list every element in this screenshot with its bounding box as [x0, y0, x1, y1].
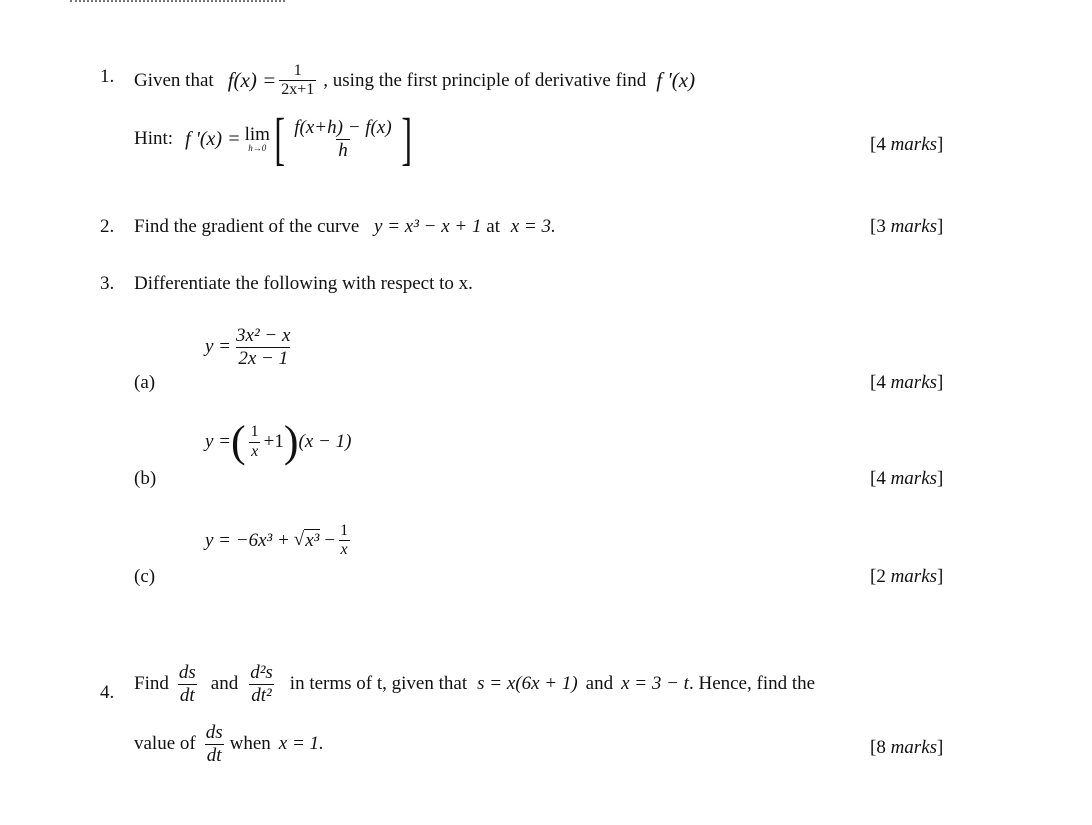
q2-number: 2. [100, 216, 115, 237]
q3b-lhs: y = [205, 431, 232, 452]
q1-right-bracket: ] [400, 106, 412, 171]
q3b-fraction [249, 423, 261, 461]
q1-line [134, 62, 695, 100]
q3c-num: 1 [340, 522, 349, 539]
marks-word: marks [890, 737, 938, 758]
q4-d3 [204, 722, 225, 767]
marks-word: marks [890, 216, 938, 237]
q2-point: x = 3. [510, 216, 556, 237]
q3a-lhs: y = [205, 336, 232, 358]
q4-line2 [134, 722, 324, 767]
q1-frac-num: 1 [293, 62, 302, 79]
q3a-den: 2x − 1 [238, 347, 289, 369]
q3c-lhs: y = −6x³ + [205, 529, 290, 551]
q3b-label: (b) [134, 468, 157, 489]
q4-d3-den: dt [206, 744, 222, 766]
q4-d2-den: dt² [251, 684, 272, 706]
q3c-minus: − [324, 529, 336, 551]
q3-text: Differentiate the following with respect to x. [134, 273, 473, 294]
marks-word: marks [890, 566, 938, 587]
q4-text-mid: in terms of t, given that [289, 673, 468, 695]
q1-hint-den: h [338, 139, 348, 161]
q3c-fraction [338, 522, 350, 560]
q1-hint [134, 106, 416, 171]
q1-lim-sub: h→0 [248, 143, 267, 153]
q3-number: 3. [100, 273, 115, 294]
q4-when: when [229, 733, 271, 755]
q1-frac-den: 2x+1 [281, 81, 315, 99]
q4-d1-den: dt [179, 684, 195, 706]
q4-d2-num: d²s [250, 662, 273, 683]
q1-hint-lhs: f '(x) = [185, 127, 241, 150]
q1-hint-num: f(x+h) − f(x) [294, 116, 392, 138]
q3c-label: (c) [134, 566, 156, 587]
q2-line [134, 216, 556, 238]
q3a-num: 3x² − x [236, 325, 291, 346]
q4-and: and [210, 673, 239, 695]
q1-intro: Given that [134, 69, 214, 91]
q3a-fraction [234, 325, 292, 370]
q2-expr: y = x³ − x + 1 [374, 216, 482, 237]
q3b-expr [205, 417, 352, 466]
q1-number: 1. [100, 66, 115, 87]
q4-value-of: value of [134, 733, 196, 755]
q1-left-bracket: [ [274, 106, 285, 171]
q4-cond: x = 1. [278, 733, 324, 755]
q3a-expr [205, 325, 295, 370]
q4-find: Find [134, 673, 169, 695]
q3b-marks: [4 marks] [870, 468, 944, 489]
q3a-label: (a) [134, 372, 156, 393]
q3c-expr [205, 522, 353, 560]
q3c-radicand: x³ [305, 530, 320, 552]
marks-word: marks [890, 134, 938, 155]
q3b-factor: (x − 1) [298, 431, 352, 452]
q4-x-expr: x = 3 − t [621, 673, 689, 695]
q3b-right-paren: ) [283, 417, 299, 466]
q1-hint-fraction [292, 117, 393, 162]
q1-marks: [4 marks] [870, 134, 944, 155]
q1-limit [245, 125, 270, 153]
q2-at: at [486, 216, 500, 237]
q3b-num: 1 [250, 423, 259, 441]
q3b-den: x [251, 442, 259, 460]
q3b-plus: +1 [263, 431, 284, 452]
q1-fraction [279, 62, 316, 100]
q3c-marks: [2 marks] [870, 566, 944, 587]
q4-d2 [248, 662, 275, 707]
q2-text: Find the gradient of the curve [134, 216, 360, 237]
q1-target: f '(x) [656, 68, 696, 93]
q4-number: 4. [100, 682, 115, 703]
q4-and2: and [585, 673, 614, 695]
q2-marks: [3 marks] [870, 216, 944, 237]
q1-f-lhs: f(x) = [227, 68, 277, 93]
top-border [70, 0, 285, 4]
q3c-sqrt [294, 529, 321, 552]
radical-sign-icon: √ [293, 529, 305, 551]
q1-text-after: , using the first principle of derivative find [323, 69, 647, 91]
q4-line1 [134, 662, 815, 707]
q4-s-expr: s = x(6x + 1) [477, 673, 578, 695]
q4-d1-num: ds [178, 662, 196, 683]
q4-marks: [8 marks] [870, 737, 944, 758]
q4-text-end: . Hence, find the [688, 673, 816, 695]
q1-lim-word: lim [244, 124, 270, 145]
q3b-left-paren: ( [231, 417, 246, 466]
q3c-den: x [340, 541, 348, 559]
q1-hint-label: Hint: [134, 128, 174, 149]
marks-word: marks [890, 468, 938, 489]
q4-d3-num: ds [205, 722, 223, 743]
q4-d1 [177, 662, 198, 707]
q3a-marks: [4 marks] [870, 372, 944, 393]
marks-word: marks [890, 372, 938, 393]
